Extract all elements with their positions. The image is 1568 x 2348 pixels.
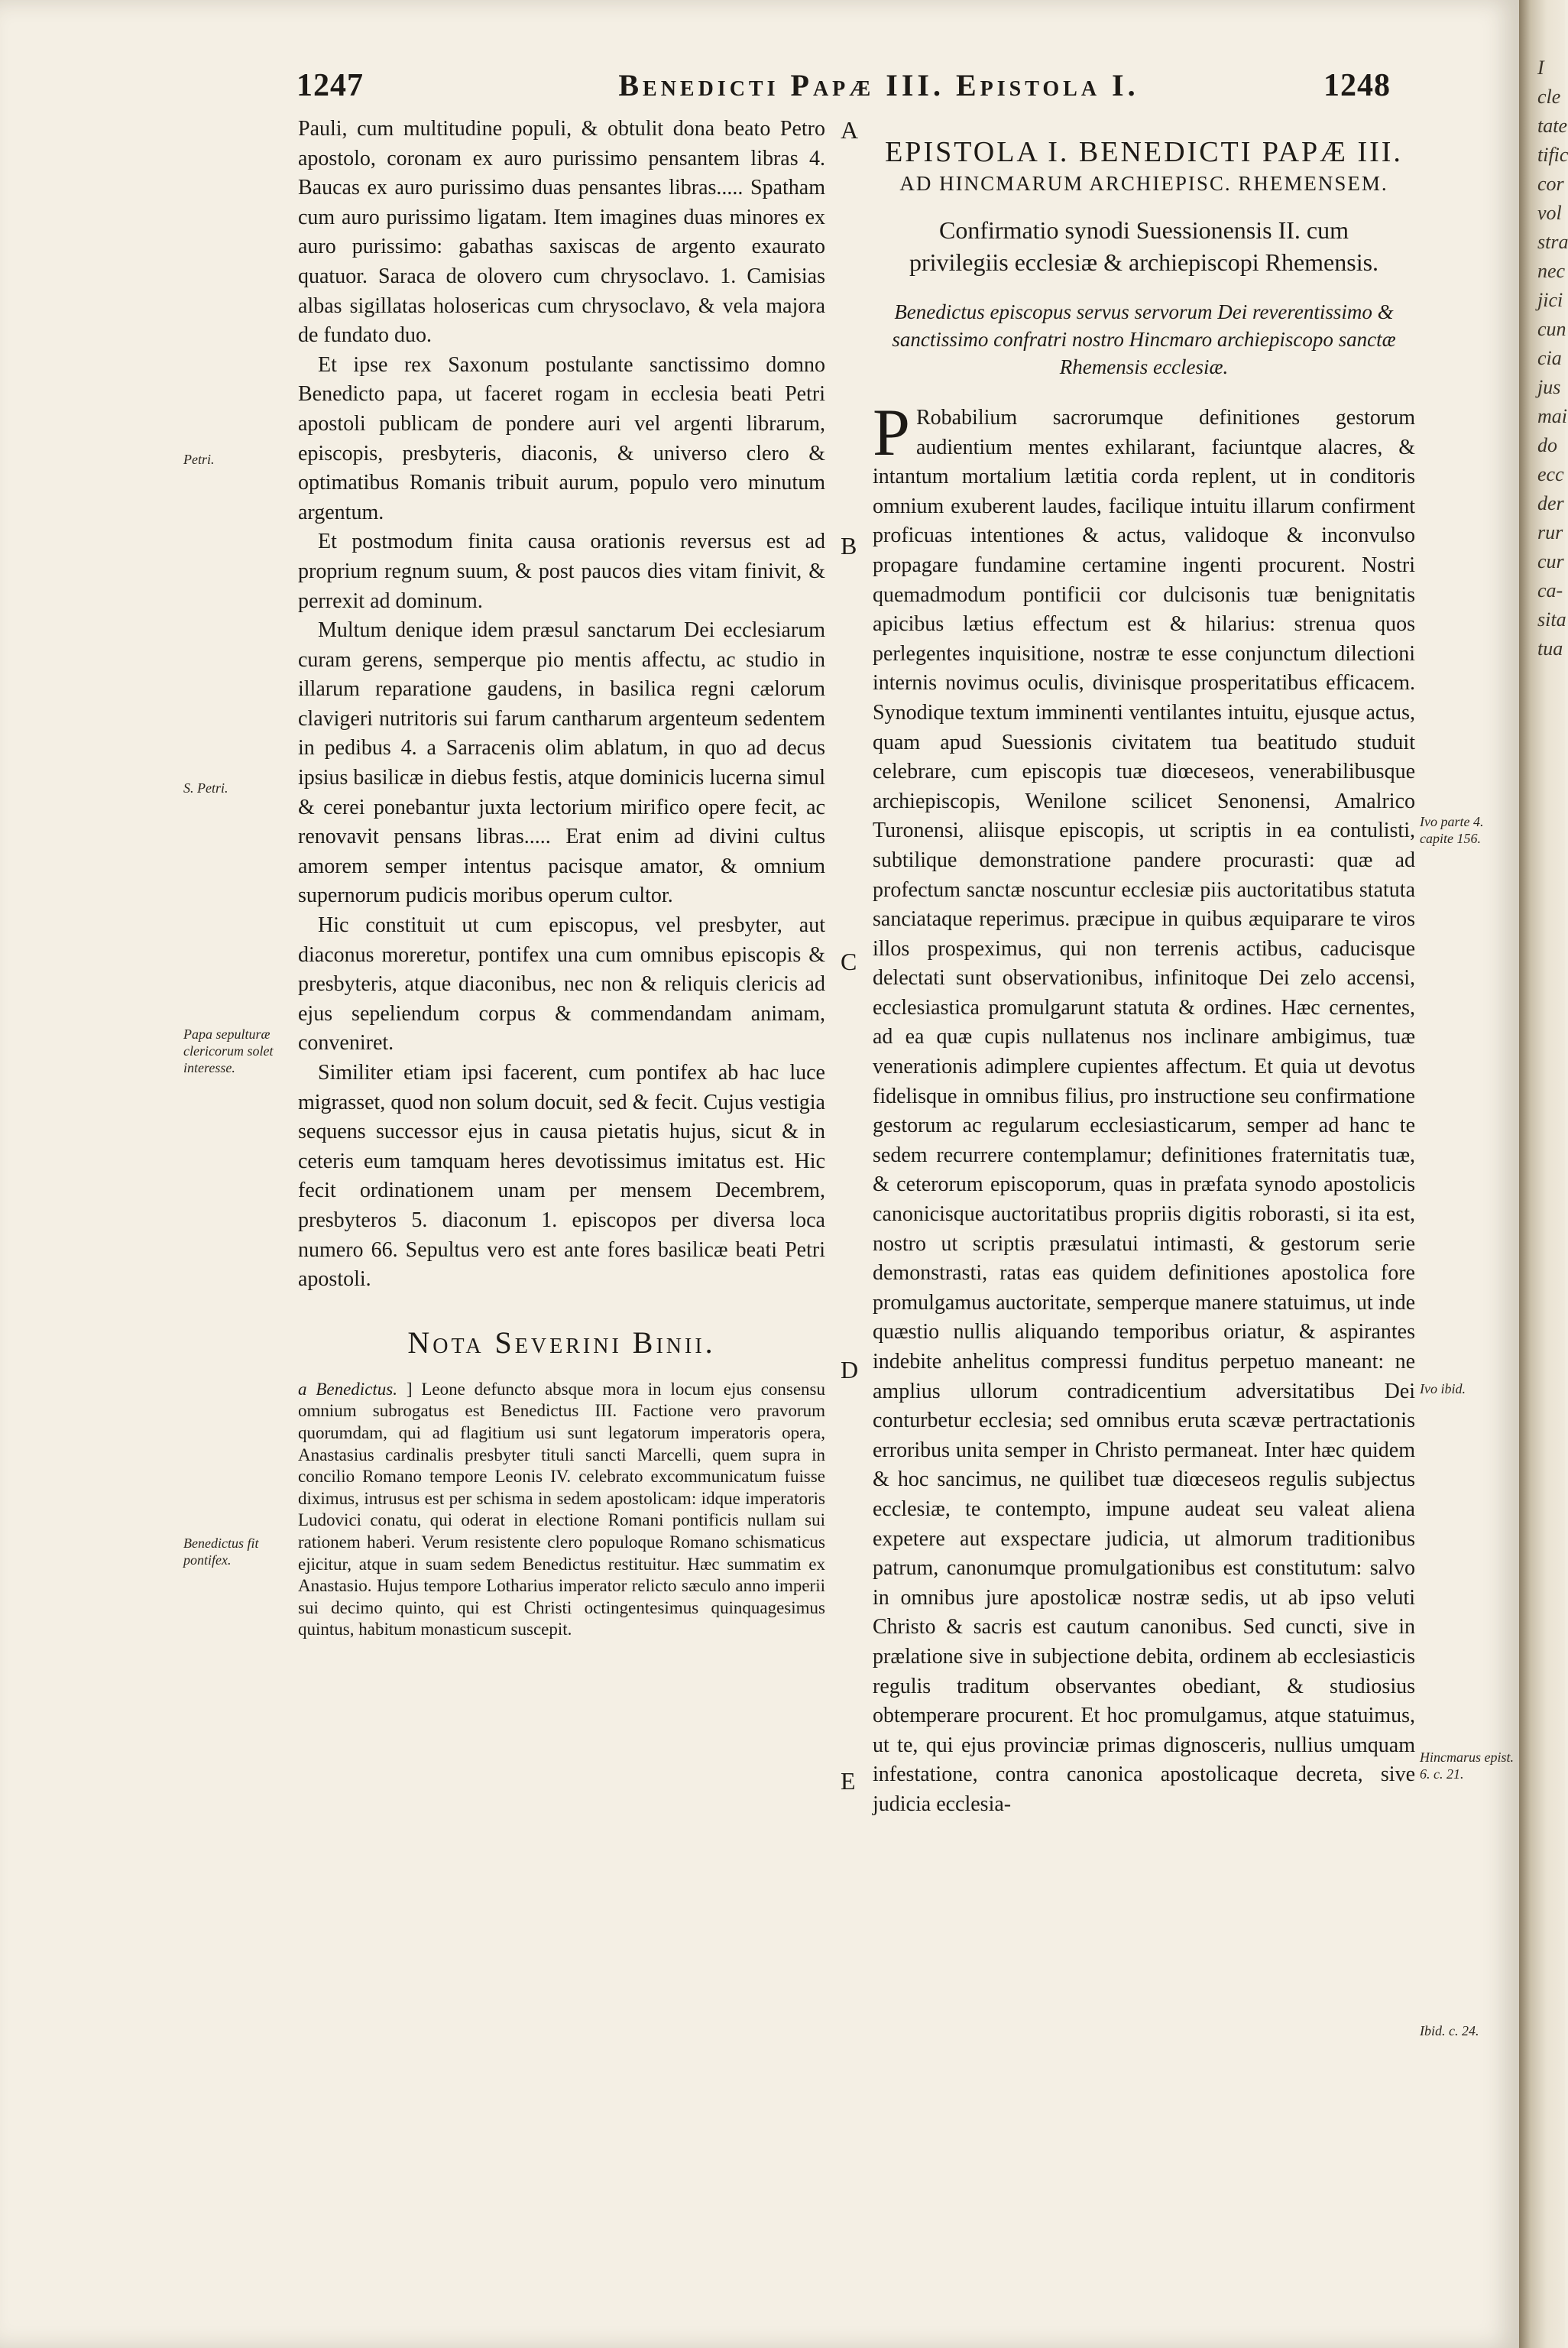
- salutation: Benedictus episcopus servus servorum Dei reverentissimo & sanctissimo confratri nostro Hincmaro archiepiscopo sanctæ Rhemensis ecclesiæ.: [892, 300, 1396, 378]
- margin-note: Ibid. c. 24.: [1420, 2023, 1479, 2038]
- fragment: stra: [1537, 231, 1568, 253]
- epistola-body: [873, 396, 1415, 1820]
- fragment: do: [1537, 434, 1557, 456]
- fragment: tua: [1537, 637, 1563, 660]
- left-page-number: 1247: [296, 68, 364, 103]
- page-header: [0, 67, 1519, 113]
- fragment: ca-: [1537, 579, 1563, 602]
- fragment: tific: [1537, 144, 1568, 166]
- nota-heading: Nota Severini Binii.: [407, 1325, 716, 1360]
- right-page-number: 1248: [1323, 68, 1391, 103]
- nota-body: [298, 1379, 825, 1641]
- fragment: cun: [1537, 318, 1566, 340]
- margin-note: Ivo ibid.: [1420, 1381, 1466, 1396]
- next-page-edge: [1519, 0, 1568, 2348]
- fragment: jici: [1537, 289, 1563, 311]
- epistola-body-text: Robabilium sacrorumque definitiones gestorum audientium mentes exhilarant, faciuntque alacres, & intantum mortalium lætitia corda replent, ut in conditoris omnium exuberent laudes, facilique intuitu illarum confirment proficuas intentiones & actus, validoque & inconvulso propagare fundamine certamine ingenti procurent. Nostri quemadmodum pontificii cor dulcisonis tuæ benignitatis apicibus lætius effectum est & hilarius: strenua quos perlegentes inquisitione, nostræ te esse conjunctum dilectioni internis novimus oculis, divinisque prosperitatibus efficacem. Synodique textum imminenti ventilantes intuitu, ejusque actus, quam apud Suessionis civitatem tua beatitudo studuit celebrare, cum episcopis tuæ diœceseos, venerabilibusque archiepiscopis, Wenilone scilicet Senonensi, Amalrico Turonensi, aliisque episcopis, ut scriptis in ea contulisti, subtilique demonstratione pandere procurasti: quæ ad profectum sanctæ noscuntur ecclesiæ piis auctoritatibus statuta sanciataque reperimus. præcipue in quibus æquiparare te viros illos prospeximus, qui non terrenis actibus, caducisque delectati sunt observationibus, infinitoque Dei zelo accensi, ecclesiastica promulgarunt statuta & ordines. Hæc cernentes, ad ea quæ cupis nullatenus nos inclinare ambigimus, tuæ venerationis adimplere cupientes affectum. Et quia ut devotus fidelisque in omnibus filius, pro instructione seu confirmatione gestorum ac regularum ecclesiasticarum, semper ad hanc te sedem recurrere contemplamur; definitiones fraternitatis tuæ, & ceterorum episcoporum, quas in præfata synodo apostolicis canonicisque auctoritatibus propriis digitis roborasti, si ita est, nostro ut scriptis præsulatui intimasti, & gestorum serie demonstrasti, ratas eas quidem definitiones apostolica fore promulgamus auctoritate, semperque manere statuimus, ut inde quæstio nullis aliquando temporibus oriatur, & aspirantes indebite anhelitus compressi funditus perpetuo maneant: ne amplius ullorum contradicentium adversitatibus Dei conturbetur ecclesia; sed omnibus eruta scævæ pertractationis erroribus unita semper in Christo permaneat. Inter hæc quidem & hoc sancimus, ne quilibet tuæ diœceseos regulis subjectus ecclesiæ, te contempto, impune audeat seu valeat aliena expetere aut exspectare judicia, ut almorum traditionibus patrum, canonumque promulgationibus est constitutum: salvo in omnibus jure apostolicæ nostræ sedis, ut ab ipso veluti Christo & sacris est cautum canonibus. Sed cuncti, sive in prælatione sive in subjectione debita, ordinem ab ecclesiasticis regulis traditum observantes obediant, & studiosius obtemperare procurent. Et hoc promulgamus, atque statuimus, ut te, qui ejus provinciæ primas dignosceris, nullius umquam infestatione, contra canonica apostolicaque decreta, sive judicia ecclesia-: [873, 406, 1415, 1816]
- fragment: cia: [1537, 347, 1562, 369]
- next-page-fragments: [1537, 54, 1568, 663]
- section-letter: E: [841, 1767, 856, 1795]
- running-title: Benedicti Papæ III. Epistola I.: [618, 68, 1139, 102]
- paragraph: Multum denique idem præsul sanctarum Dei ecclesiarum curam gerens, semperque pio mentis affectu, ac studio in illarum reparatione gaudens, in basilica regni cælorum clavigeri nutritoris sui farum cantharum argenteum sedentem in pedibus 4. a Sarracenis olim ablatum, in quo ad decus ipsius basilicæ in diebus festis, atque dominicis lucerna simul & cerei ponebantur juxta lectorium mirifico opere fecit, ac renovavit pensans libras..... Erat enim ad divini cultus amorem semper intentus pacisque amator, & omnium supernorum pudicis moribus operum cultor.: [298, 618, 825, 908]
- fragment: cor: [1537, 173, 1564, 195]
- fragment: der: [1537, 492, 1564, 514]
- margin-note: S. Petri.: [183, 780, 228, 796]
- paragraph: Et ipse rex Saxonum postulante sanctissimo domno Benedicto papa, ut faceret rogam in ecclesia beati Petri apostoli publicam de pondere auri vel argenti librarum, episcopis, presbyteris, diaconis, & universo clero & optimatibus Romanis tribuit aurum, populo vero minutum argentum.: [298, 352, 825, 524]
- paragraph: Hic constituit ut cum episcopus, vel presbyter, aut diaconus moreretur, pontifex una cum omnibus episcopis & presbyteris, atque diaconibus, nec non & reliquis clericis ad ejus sepeliendum corpus & commendandam animam, conveniret.: [298, 913, 825, 1056]
- margin-note: Benedictus fit pontifex.: [183, 1536, 259, 1568]
- margin-note: Ivo parte 4. capite 156.: [1420, 814, 1484, 846]
- fragment: rur: [1537, 521, 1563, 543]
- margin-note: Papa sepulturæ clericorum solet interesse.: [183, 1026, 274, 1075]
- paragraph: Pauli, cum multitudine populi, & obtulit dona beato Petro apostolo, coronam ex auro purissimo pensantem libras 4. Baucas ex auro purissimo duas pensantes libras..... Spatham cum auro purissimo ligatam. Item imagines duas minores ex auro purissimo: gabathas saxiscas de argento exaurato quatuor. Saraca de olovero cum chrysoclavo. 1. Camisias albas sigillatas holosericas cum chrysoclavo, & vela majora de fundato duo.: [298, 117, 825, 348]
- fragment: sita: [1537, 608, 1566, 631]
- fragment: ecc: [1537, 463, 1564, 485]
- nota-text: ] Leone defuncto absque mora in locum ejus consensu omnium subrogatus est Benedictus III. Factione vero pravorum quorumdam, qui ad flagitium usi sunt legatorum imperatoris opera, Anastasius cardinalis presbyter tituli sancti Marcelli, quem supra in concilio Romano tempore Leonis IV. celebrato excommunicatum fuisse diximus, intrusus est per schisma in sedem apostolicam: idque imperatoris Ludovici conatu, qui oderat in electione Romani pontificis nullam sui rationem haberi. Verum resistente clero populoque Romano schismaticus ejicitur, atque in suam sedem Benedictus restituitur. Hæc summatim ex Anastasio. Hujus tempore Lotharius imperator relicto sæculo anno imperii sui decimo quinto, qui est Christi octingentesimus quinquagesimus quintus, habitum monasticum suscepit.: [298, 1379, 826, 1639]
- epistola-subtitle: AD HINCMARUM ARCHIEPISC. RHEMENSEM.: [899, 172, 1388, 195]
- section-letter: D: [841, 1356, 859, 1383]
- fragment: tate: [1537, 115, 1567, 137]
- fragment: jus: [1537, 376, 1561, 398]
- nota-lead: a Benedictus.: [298, 1379, 397, 1399]
- fragment: I: [1537, 57, 1544, 79]
- epistola-title: EPISTOLA I. BENEDICTI PAPÆ III.: [885, 136, 1403, 168]
- paragraph: Similiter etiam ipsi facerent, cum pontifex ab hac luce migrasset, quod non solum docuit, sed & fecit. Cujus vestigia sequens successor ejus in causa pietatis hujus, sicut & in ceteris eum tamquam heres devotissimus imitatus est. Hic fecit ordinationem unam per mensem Decembrem, presbyteros 5. diaconum 1. episcopos per diversa loca numero 66. Sepultus vero est ante fores basilicæ beati Petri apostoli.: [298, 1061, 825, 1292]
- fragment: vol: [1537, 202, 1562, 224]
- margin-note: Hincmarus epist. 6. c. 21.: [1420, 1750, 1514, 1782]
- section-letter: C: [841, 948, 857, 975]
- right-column: [873, 136, 1415, 1820]
- left-column: [298, 115, 825, 1641]
- fragment: cle: [1537, 86, 1561, 108]
- epistola-summary: Confirmatio synodi Suessionensis II. cum privilegiis ecclesiæ & archiepiscopi Rhemensis.: [909, 216, 1379, 276]
- drop-cap: P: [873, 396, 910, 470]
- fragment: mai: [1537, 405, 1567, 427]
- fragment: nec: [1537, 260, 1566, 282]
- fragment: cur: [1537, 550, 1564, 572]
- margin-note: Petri.: [183, 452, 215, 467]
- section-letter: B: [841, 532, 857, 559]
- section-letter: A: [841, 116, 859, 144]
- paragraph: Et postmodum finita causa orationis reversus est ad proprium regnum suum, & post paucos dies vitam finivit, & perrexit ad dominum.: [298, 530, 825, 613]
